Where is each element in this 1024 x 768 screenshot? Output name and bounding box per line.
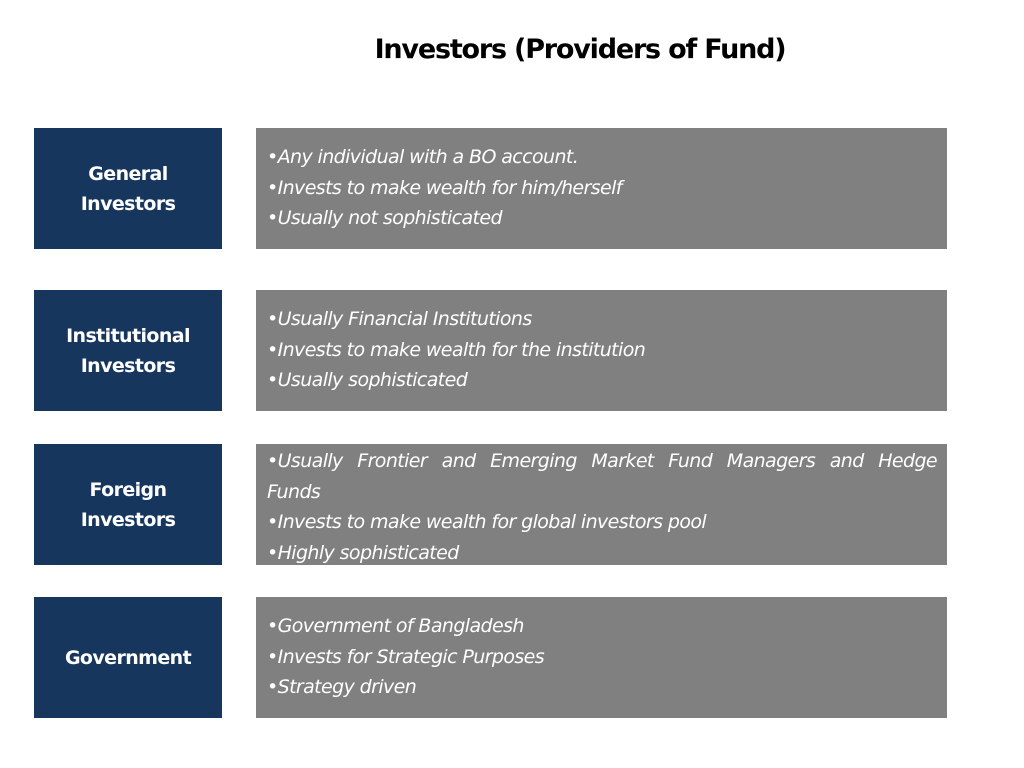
label-box-institutional (34, 290, 222, 411)
bullet-item: •Usually Financial Institutions (267, 308, 532, 330)
label-government: Government (64, 646, 192, 669)
bullet-item: •Invests to make wealth for global investors pool (267, 511, 707, 533)
bullet-item: •Invests to make wealth for him/herself (267, 176, 622, 199)
investor-row-general (0, 128, 1024, 249)
investor-row-foreign (0, 444, 1024, 565)
label-general: General Investors (80, 162, 176, 215)
bullet-item: •Any individual with a BO account. (267, 146, 579, 168)
bullet-item: •Usually sophisticated (267, 369, 468, 391)
bullet-item: •Government of Bangladesh (267, 615, 524, 637)
investor-row-government (0, 597, 1024, 718)
description-box-institutional (256, 290, 947, 411)
description-box-general (256, 128, 947, 249)
description-box-foreign (256, 444, 947, 565)
bullet-item: •Highly sophisticated (267, 541, 459, 564)
label-box-government (34, 597, 222, 718)
page-title: Investors (Providers of Fund) (374, 34, 786, 65)
description-box-government (256, 597, 947, 718)
bullet-item: •Usually Frontier and Emerging Market Fund Managers and Hedge Funds (267, 450, 937, 503)
label-box-general (34, 128, 222, 249)
investor-row-institutional (0, 290, 1024, 411)
bullet-item: •Usually not sophisticated (267, 207, 502, 229)
label-box-foreign (34, 444, 222, 565)
bullet-item: •Invests for Strategic Purposes (267, 645, 545, 668)
label-institutional: Institutional Investors (66, 324, 190, 377)
bullet-item: •Strategy driven (267, 676, 417, 698)
bullet-item: •Invests to make wealth for the institution (267, 338, 646, 361)
label-foreign: Foreign Investors (80, 478, 176, 531)
